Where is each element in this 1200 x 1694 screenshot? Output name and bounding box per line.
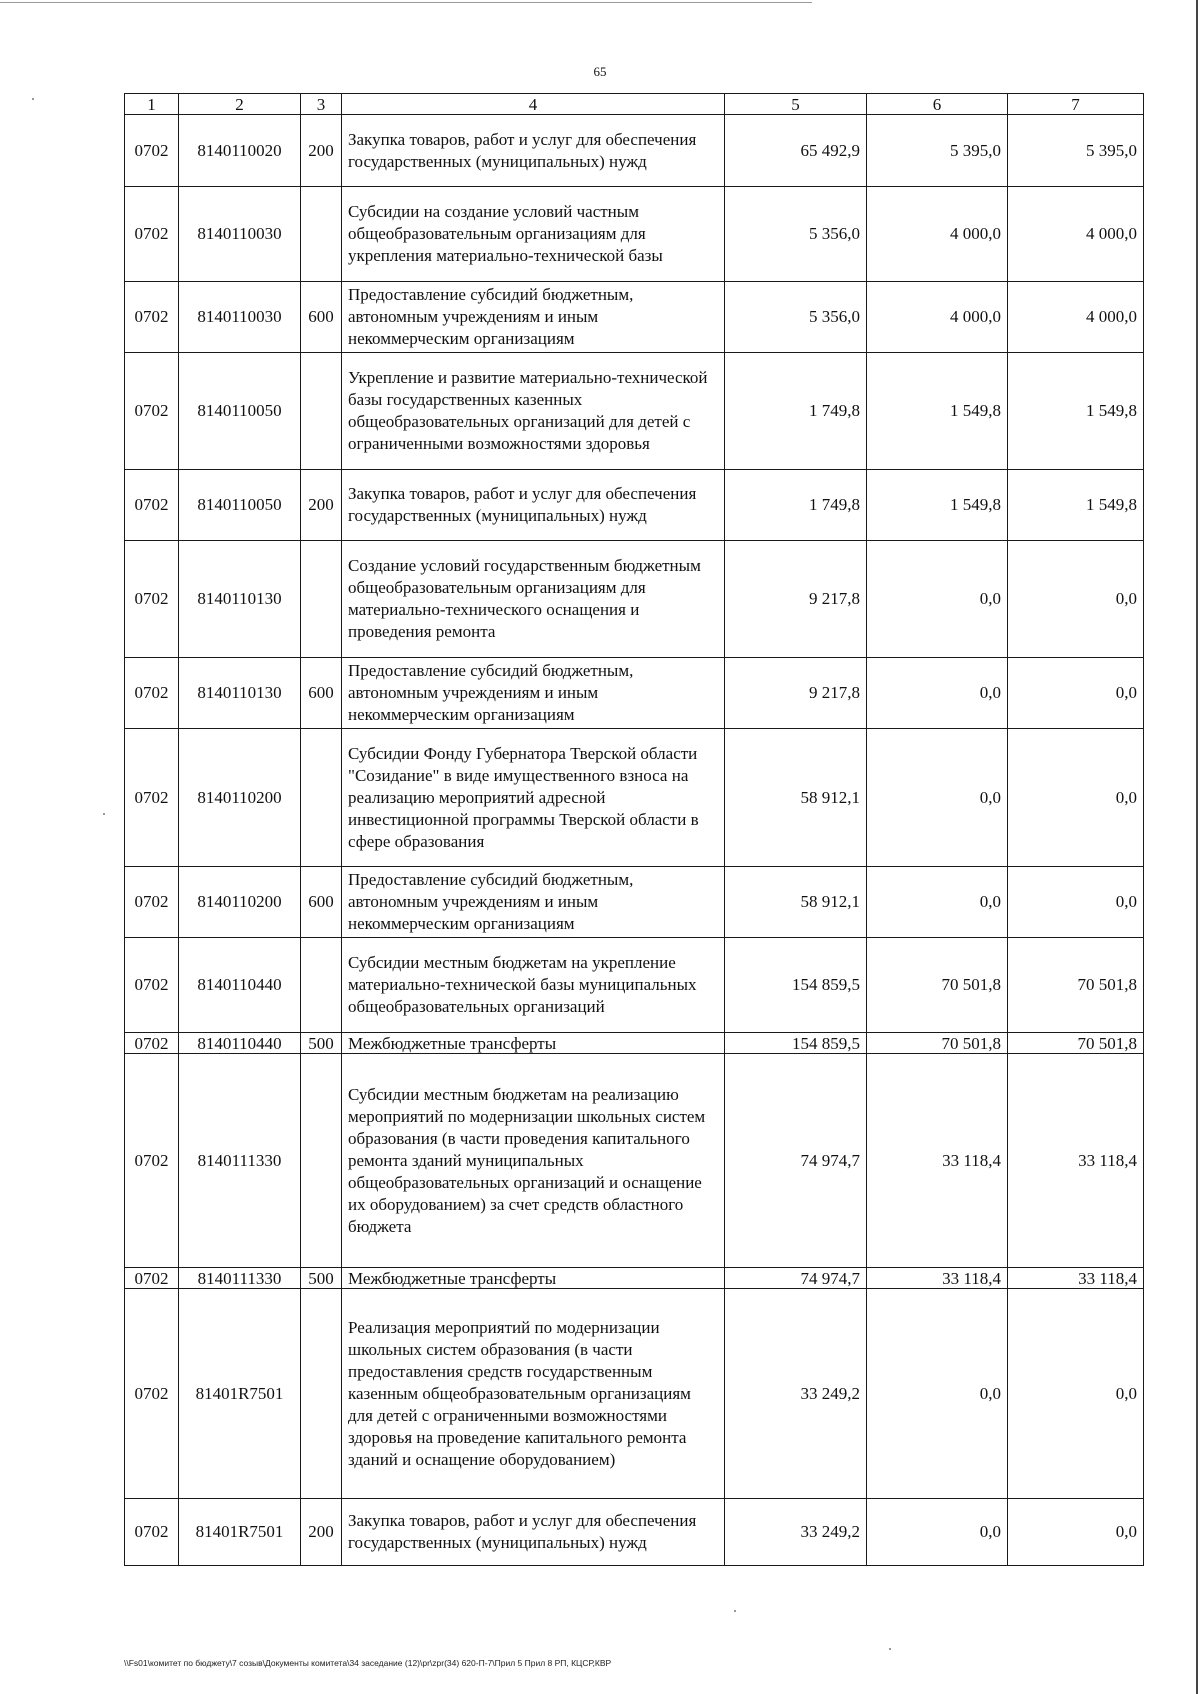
section-code-cell: 0702 [125, 353, 179, 470]
amount-cell-col5: 65 492,9 [725, 115, 867, 187]
target-code-cell: 8140110030 [179, 282, 301, 353]
table-row [125, 353, 1144, 470]
table-row [125, 867, 1144, 938]
item-name-cell: Закупка товаров, работ и услуг для обеспечения государственных (муниципальных) нужд [342, 1499, 725, 1566]
table-row [125, 1499, 1144, 1566]
amount-cell-col6: 33 118,4 [867, 1268, 1008, 1289]
column-header: 5 [725, 94, 867, 115]
amount-cell-col5: 9 217,8 [725, 658, 867, 729]
item-name-cell: Субсидии местным бюджетам на укрепление материально-технической базы муниципальных общеобразовательных организаций [342, 938, 725, 1033]
table-row [125, 1033, 1144, 1054]
target-code-cell: 8140110030 [179, 187, 301, 282]
amount-cell-col6: 0,0 [867, 658, 1008, 729]
item-name-cell: Межбюджетные трансферты [342, 1033, 725, 1054]
item-name-cell: Укрепление и развитие материально-технической базы государственных казенных общеобразовательных организаций для детей с ограниченными возможностями здоровья [342, 353, 725, 470]
amount-cell-col5: 154 859,5 [725, 938, 867, 1033]
expense-type-cell [301, 353, 342, 470]
amount-cell-col7: 0,0 [1008, 867, 1144, 938]
amount-cell-col6: 0,0 [867, 1499, 1008, 1566]
expense-type-cell: 600 [301, 867, 342, 938]
table-row [125, 1289, 1144, 1499]
amount-cell-col7: 33 118,4 [1008, 1268, 1144, 1289]
amount-cell-col7: 1 549,8 [1008, 353, 1144, 470]
amount-cell-col7: 1 549,8 [1008, 470, 1144, 541]
expense-type-cell [301, 938, 342, 1033]
amount-cell-col7: 70 501,8 [1008, 938, 1144, 1033]
section-code-cell: 0702 [125, 729, 179, 867]
column-header: 7 [1008, 94, 1144, 115]
amount-cell-col6: 1 549,8 [867, 470, 1008, 541]
table-row [125, 658, 1144, 729]
target-code-cell: 8140110200 [179, 729, 301, 867]
expense-type-cell: 500 [301, 1033, 342, 1054]
amount-cell-col5: 5 356,0 [725, 282, 867, 353]
target-code-cell: 8140110020 [179, 115, 301, 187]
footer-file-path: \\Fs01\комитет по бюджету\7 созыв\Документы комитета\34 заседание (12)\pr\zpr(34) 620-П-7\Прил 5 Прил 8 РП, КЦСР,КВР [124, 1658, 612, 1668]
amount-cell-col5: 74 974,7 [725, 1054, 867, 1268]
budget-table [124, 93, 1144, 1566]
amount-cell-col6: 5 395,0 [867, 115, 1008, 187]
target-code-cell: 8140110440 [179, 938, 301, 1033]
section-code-cell: 0702 [125, 470, 179, 541]
table-row [125, 1268, 1144, 1289]
amount-cell-col6: 1 549,8 [867, 353, 1008, 470]
item-name-cell: Субсидии на создание условий частным общеобразовательным организациям для укрепления материально-технической базы [342, 187, 725, 282]
column-header: 6 [867, 94, 1008, 115]
section-code-cell: 0702 [125, 541, 179, 658]
table-row [125, 115, 1144, 187]
column-header: 2 [179, 94, 301, 115]
section-code-cell: 0702 [125, 867, 179, 938]
amount-cell-col7: 0,0 [1008, 658, 1144, 729]
amount-cell-col6: 4 000,0 [867, 282, 1008, 353]
amount-cell-col5: 1 749,8 [725, 470, 867, 541]
expense-type-cell: 200 [301, 470, 342, 541]
column-header: 1 [125, 94, 179, 115]
amount-cell-col6: 70 501,8 [867, 1033, 1008, 1054]
amount-cell-col6: 0,0 [867, 1289, 1008, 1499]
amount-cell-col5: 154 859,5 [725, 1033, 867, 1054]
item-name-cell: Создание условий государственным бюджетным общеобразовательным организациям для материально-технического оснащения и проведения ремонта [342, 541, 725, 658]
target-code-cell: 8140111330 [179, 1268, 301, 1289]
scan-speck [103, 813, 105, 815]
item-name-cell: Предоставление субсидий бюджетным, автономным учреждениям и иным некоммерческим организациям [342, 658, 725, 729]
item-name-cell: Предоставление субсидий бюджетным, автономным учреждениям и иным некоммерческим организациям [342, 867, 725, 938]
amount-cell-col5: 1 749,8 [725, 353, 867, 470]
amount-cell-col5: 58 912,1 [725, 729, 867, 867]
amount-cell-col5: 74 974,7 [725, 1268, 867, 1289]
amount-cell-col6: 0,0 [867, 867, 1008, 938]
section-code-cell: 0702 [125, 282, 179, 353]
target-code-cell: 8140110130 [179, 658, 301, 729]
table-row [125, 282, 1144, 353]
amount-cell-col7: 0,0 [1008, 541, 1144, 658]
table-row [125, 729, 1144, 867]
expense-type-cell [301, 1054, 342, 1268]
table-row [125, 470, 1144, 541]
scan-speck [32, 98, 34, 100]
amount-cell-col6: 4 000,0 [867, 187, 1008, 282]
page-number: 65 [593, 64, 607, 79]
section-code-cell: 0702 [125, 1499, 179, 1566]
amount-cell-col5: 58 912,1 [725, 867, 867, 938]
target-code-cell: 81401R7501 [179, 1499, 301, 1566]
amount-cell-col6: 70 501,8 [867, 938, 1008, 1033]
expense-type-cell [301, 1289, 342, 1499]
item-name-cell: Реализация мероприятий по модернизации школьных систем образования (в части предоставления средств государственным казенным общеобразовательным организациям для детей с ограниченными возможностями здоровья на проведение капитального ремонта зданий и оснащение оборудованием) [342, 1289, 725, 1499]
target-code-cell: 8140110130 [179, 541, 301, 658]
target-code-cell: 8140111330 [179, 1054, 301, 1268]
amount-cell-col7: 70 501,8 [1008, 1033, 1144, 1054]
expense-type-cell: 600 [301, 658, 342, 729]
amount-cell-col6: 0,0 [867, 729, 1008, 867]
amount-cell-col7: 4 000,0 [1008, 187, 1144, 282]
amount-cell-col7: 0,0 [1008, 1499, 1144, 1566]
scan-edge [1196, 0, 1198, 1694]
section-code-cell: 0702 [125, 658, 179, 729]
amount-cell-col7: 0,0 [1008, 1289, 1144, 1499]
column-header-row [125, 94, 1144, 115]
amount-cell-col6: 0,0 [867, 541, 1008, 658]
item-name-cell: Закупка товаров, работ и услуг для обеспечения государственных (муниципальных) нужд [342, 115, 725, 187]
expense-type-cell: 600 [301, 282, 342, 353]
item-name-cell: Субсидии Фонду Губернатора Тверской области "Созидание" в виде имущественного взноса на реализацию мероприятий адресной инвестиционной программы Тверской области в сфере образования [342, 729, 725, 867]
expense-type-cell [301, 187, 342, 282]
table-row [125, 1054, 1144, 1268]
item-name-cell: Субсидии местным бюджетам на реализацию мероприятий по модернизации школьных систем образования (в части проведения капитального ремонта зданий муниципальных общеобразовательных организаций и оснащение их оборудованием) за счет средств областного бюджета [342, 1054, 725, 1268]
target-code-cell: 8140110200 [179, 867, 301, 938]
item-name-cell: Предоставление субсидий бюджетным, автономным учреждениям и иным некоммерческим организациям [342, 282, 725, 353]
section-code-cell: 0702 [125, 938, 179, 1033]
item-name-cell: Межбюджетные трансферты [342, 1268, 725, 1289]
section-code-cell: 0702 [125, 1054, 179, 1268]
expense-type-cell [301, 541, 342, 658]
target-code-cell: 8140110050 [179, 470, 301, 541]
scan-border-line [0, 2, 812, 3]
target-code-cell: 81401R7501 [179, 1289, 301, 1499]
expense-type-cell: 200 [301, 1499, 342, 1566]
section-code-cell: 0702 [125, 1289, 179, 1499]
section-code-cell: 0702 [125, 115, 179, 187]
amount-cell-col7: 0,0 [1008, 729, 1144, 867]
scan-speck [734, 1610, 736, 1612]
expense-type-cell: 500 [301, 1268, 342, 1289]
amount-cell-col7: 5 395,0 [1008, 115, 1144, 187]
column-header: 4 [342, 94, 725, 115]
section-code-cell: 0702 [125, 1033, 179, 1054]
section-code-cell: 0702 [125, 187, 179, 282]
scan-speck [889, 1648, 891, 1650]
amount-cell-col5: 33 249,2 [725, 1289, 867, 1499]
amount-cell-col5: 33 249,2 [725, 1499, 867, 1566]
section-code-cell: 0702 [125, 1268, 179, 1289]
target-code-cell: 8140110050 [179, 353, 301, 470]
amount-cell-col6: 33 118,4 [867, 1054, 1008, 1268]
amount-cell-col5: 9 217,8 [725, 541, 867, 658]
table-row [125, 541, 1144, 658]
expense-type-cell: 200 [301, 115, 342, 187]
amount-cell-col5: 5 356,0 [725, 187, 867, 282]
item-name-cell: Закупка товаров, работ и услуг для обеспечения государственных (муниципальных) нужд [342, 470, 725, 541]
amount-cell-col7: 33 118,4 [1008, 1054, 1144, 1268]
amount-cell-col7: 4 000,0 [1008, 282, 1144, 353]
table-row [125, 938, 1144, 1033]
expense-type-cell [301, 729, 342, 867]
target-code-cell: 8140110440 [179, 1033, 301, 1054]
column-header: 3 [301, 94, 342, 115]
table-row [125, 187, 1144, 282]
